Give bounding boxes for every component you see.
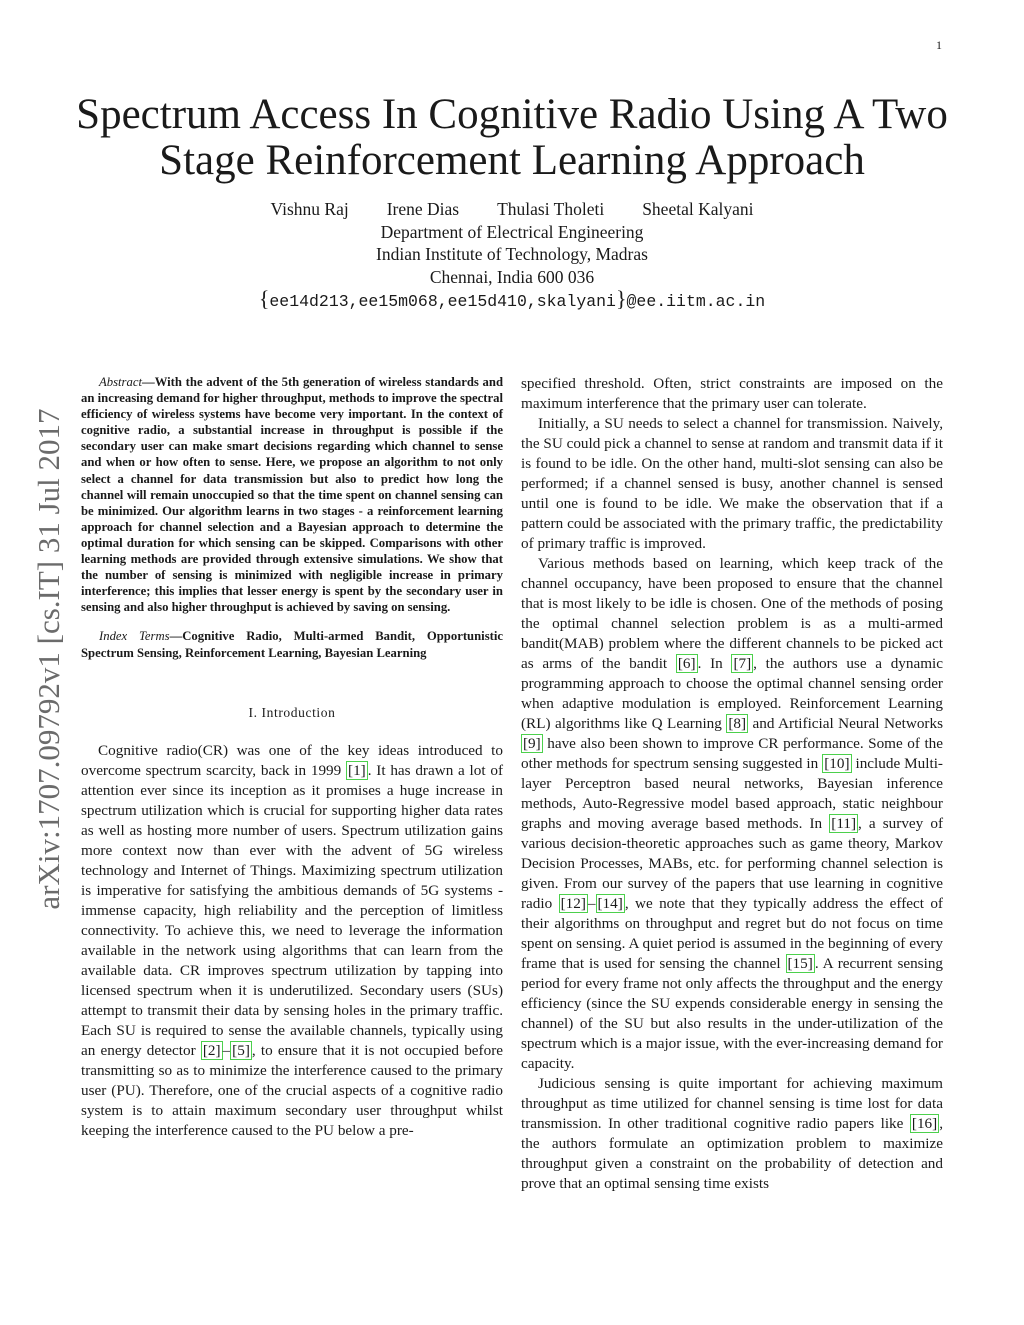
citation-14[interactable]: [14] — [597, 895, 623, 912]
title-line-1: Spectrum Access In Cognitive Radio Using A Two — [76, 91, 948, 138]
affiliation-address: Chennai, India 600 036 — [429, 266, 595, 287]
intro-paragraph-3 — [521, 554, 943, 1074]
citation-12[interactable]: [12] — [560, 895, 586, 912]
abstract — [81, 374, 503, 615]
citation-8[interactable]: [8] — [728, 715, 747, 732]
intro-paragraph-1 — [81, 741, 503, 1141]
title-line-2: Stage Reinforcement Learning Approach — [159, 137, 865, 184]
page-number: 1 — [936, 38, 942, 52]
text-run: Various methods based on learning, which keep track of the channel occupancy, have been proposed to ensure that the channel that is most likely to be idle is chosen. One of the methods of posing the optimal channel selection problem is as a multi-armed bandit(MAB) problem where the different channels to be picked act as arms of the bandit — [521, 555, 943, 672]
author-1: Vishnu Raj — [270, 199, 349, 219]
author-emails — [40, 288, 984, 314]
citation-11[interactable]: [11] — [831, 815, 857, 832]
abstract-text: —With the advent of the 5th generation of wireless standards and an increasing demand for higher throughput, methods to improve the spectral efficiency of wireless systems have become very important. In the context of cognitive radio, a substantial increase in throughput is possible if the secondary user can make smart decisions regarding which channel to sense and when or how often to sense. Here, we propose an algorithm to not only select a channel for data transmission but also to predict how long the channel will remain unoccupied so that the time spent on channel sensing can be minimized. Our algorithm learns in two stages - a reinforcement learning approach for channel selection and a Bayesian approach to determine the optimal duration for which sensing can be skipped. Comparisons with other learning methods are provided through extensive simulations. We show that the number of sensing is minimized with negligible increase in primary interference; this implies that lesser energy is spent by the secondary user in sensing and also higher throughput is achieved by saving on sensing. — [81, 375, 503, 615]
citation-7[interactable]: [7] — [733, 655, 752, 672]
text-run: . It has drawn a lot of attention ever since its inception as it promises a huge increase in spectrum utilization which is crucial for supporting higher data rates as well as hosting more number of users. Spectrum utilization gains more context now than ever with the advent of 5G wireless technology and Internet of Things. Maximizing spectrum utilization is imperative for satisfying the ambitious demands of 5G systems - immense capacity, high reliability and the perception of limitless connectivity. To achieve this, we need to leverage the information available in the network using algorithms that can learn from the available data. CR improves spectrum utilization by tapping into licensed spectrum when it is underutilized. Secondary users (SUs) attempt to transmit their data by sensing holes in the primary traffic. Each SU is required to sense the available channels, typically using an energy detector — [81, 761, 504, 1059]
author-3: Thulasi Tholeti — [497, 199, 605, 219]
text-run: have also been shown to improve CR performance. Some of the other methods for spectrum sensing suggested in — [521, 735, 943, 772]
text-run: . A recurrent sensing period for every frame not only affects the throughput and the energy efficiency (since the SU expends considerable energy in sensing the channel) of the SU but also results in the under-utilization of the spectrum which is a major issue, with the ever-increasing demand for capacity. — [521, 955, 944, 1072]
text-run: , the authors use a dynamic programming approach to choose the optimal channel sensing order when adaptive modulation is employed. Reinforcement Learning (RL) algorithms like Q Learning — [521, 655, 944, 732]
text-run: , we note that they typically address the effect of their algorithms on throughput and regret but do not focus on time spent on sensing. A quiet period is assumed in the beginning of every frame that is used for sensing the channel — [521, 895, 943, 972]
intro-paragraph-2: Initially, a SU needs to select a channel for transmission. Naively, the SU could pick a channel to sense at random and transmit data if it is found to be idle. On the other hand, multi-slot sensing can also be performed; if a channel sensed is busy, another channel is sensed until one is found to be idle. We make the observation that if a pattern could be associated with the primary traffic, the predictability of primary traffic is improved. — [521, 415, 943, 552]
left-column — [81, 374, 503, 1141]
text-run: , a survey of various decision-theoretic approaches such as game theory, Markov Decision Processes, MABs, etc. for performing channel selection is given. From our survey of the papers that use learning in cognitive radio — [521, 815, 944, 912]
email-open-brace: { — [258, 286, 270, 311]
intro-paragraph-continued: specified threshold. Often, strict constraints are imposed on the maximum interference that the primary user can tolerate. — [521, 375, 943, 412]
text-run: and Artificial Neural Networks — [748, 715, 943, 732]
email-close-brace: } — [615, 286, 627, 311]
section-heading-introduction: I. Introduction — [248, 704, 336, 720]
right-column — [521, 374, 943, 1194]
text-run: Cognitive radio(CR) was one of the key ideas introduced to overcome spectrum scarcity, back in 1999 — [81, 741, 503, 779]
author-4: Sheetal Kalyani — [642, 199, 754, 219]
affiliation-institute: Indian Institute of Technology, Madras — [376, 244, 648, 264]
citation-10[interactable]: [10] — [824, 755, 850, 772]
author-block — [40, 198, 984, 314]
text-run: . In — [697, 655, 732, 672]
email-domain: @ee.iitm.ac.in — [626, 292, 766, 311]
citation-2[interactable]: [2] — [202, 1041, 221, 1059]
author-2: Irene Dias — [386, 199, 460, 219]
index-terms-label: Index Terms — [99, 629, 170, 644]
citation-16[interactable]: [16] — [911, 1115, 938, 1132]
index-terms-text: —Cognitive Radio, Multi-armed Bandit, Opportunistic Spectrum Sensing, Reinforcement Learning, Bayesian Learning — [81, 629, 504, 660]
author-names — [40, 198, 984, 221]
text-run: include Multi-layer Perceptron based neural networks, Bayesian inference methods, Auto-Regressive model based approach, static neighbour graphs and moving average based methods. In — [521, 755, 943, 832]
arxiv-watermark: arXiv:1707.09792v1 [cs.IT] 31 Jul 2017 — [31, 408, 66, 910]
text-run: , to ensure that it is not occupied before transmitting so as to minimize the interference caused to the primary user (PU). Therefore, one of the crucial aspects of a cognitive radio system is to attain maximum secondary user throughput whilst keeping the interference caused to the PU below a pre- — [81, 1041, 503, 1139]
text-run: – — [587, 895, 596, 912]
affiliation-department: Department of Electrical Engineering — [380, 221, 644, 242]
citation-9[interactable]: [9] — [523, 735, 541, 752]
citation-15[interactable]: [15] — [787, 955, 813, 972]
paper-title — [40, 92, 984, 184]
text-run: Judicious sensing is quite important for achieving maximum throughput as time utilized for channel sensing is time lost for data transmission. In other traditional cognitive radio papers like — [521, 1075, 943, 1132]
index-terms — [81, 628, 503, 660]
email-ids: ee14d213,ee15m068,ee15d410,skalyani — [269, 292, 616, 311]
text-run: – — [222, 1041, 231, 1059]
abstract-label: Abstract — [99, 375, 142, 389]
text-run: , the authors formulate an optimization problem to maximize throughput given a constraint on the probability of detection and prove that an optimal sensing time exists — [521, 1115, 943, 1192]
intro-paragraph-4 — [521, 1074, 943, 1194]
citation-5[interactable]: [5] — [232, 1041, 250, 1059]
citation-1[interactable]: [1] — [348, 761, 366, 779]
citation-6[interactable]: [6] — [677, 655, 696, 672]
